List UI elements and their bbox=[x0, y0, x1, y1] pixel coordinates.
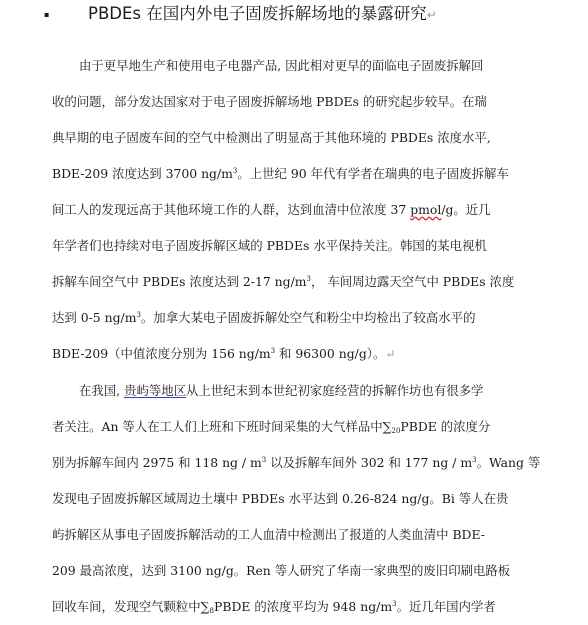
paragraph-1-line-5 bbox=[52, 200, 491, 220]
text-run: BDE-209 浓度达到 3700 ng/m bbox=[52, 166, 233, 181]
text-run: 达到 0-5 ng/m bbox=[52, 310, 137, 325]
paragraph-1-line-9 bbox=[52, 344, 395, 364]
text-run: 别为拆解车间内 2975 和 118 ng / m bbox=[52, 455, 262, 470]
paragraph-1-line-4 bbox=[52, 164, 509, 184]
text-run: 间工人的发现远高于其他环境工作的人群，达到血清中位浓度 37 bbox=[52, 202, 411, 217]
text-run: BDE-209（中值浓度分别为 156 ng/m bbox=[52, 346, 271, 361]
text-run: 回收车间，发现空气颗粒中∑ bbox=[52, 599, 210, 614]
text-run: 和 96300 ng/g）。 bbox=[275, 346, 386, 361]
superscript: 3 bbox=[261, 456, 267, 464]
paragraph-1-line-7 bbox=[52, 272, 514, 292]
paragraph-mark-icon: ↵ bbox=[385, 347, 396, 361]
superscript: 3 bbox=[472, 456, 477, 464]
text-run: 。上世纪 90 年代有学者在瑞典的电子固废拆解车 bbox=[237, 166, 509, 181]
superscript: 3 bbox=[136, 311, 141, 319]
section-heading bbox=[88, 2, 437, 27]
paragraph-1-line-6: 年学者们也持续对电子固废拆解区域的 PBDEs 水平保持关注。韩国的某电视机 bbox=[52, 238, 487, 253]
subscript: 20 bbox=[391, 427, 401, 435]
text-run: 者关注。An 等人在工人们上班和下班时间采集的大气样品中∑ bbox=[52, 419, 392, 434]
underlined-place-name: 贵屿等地区 bbox=[124, 383, 187, 398]
superscript: 3 bbox=[270, 347, 276, 355]
text-run: ， 车间周边露天空气中 PBDEs 浓度 bbox=[310, 274, 515, 289]
paragraph-2-line-2 bbox=[52, 417, 490, 437]
text-run: 在我国, bbox=[79, 383, 125, 398]
text-run: 拆解车间空气中 PBDEs 浓度达到 2-17 ng/m bbox=[52, 274, 307, 289]
text-run: 。Wang 等 bbox=[476, 455, 541, 470]
paragraph-2-line-5: 屿拆解区从事电子固废拆解活动的工人血清中检测出了报道的人类血清中 BDE- bbox=[52, 527, 485, 542]
spellcheck-word: pmol bbox=[410, 202, 442, 217]
text-run: 。加拿大某电子固废拆解处空气和粉尘中均检出了较高水平的 bbox=[140, 310, 476, 325]
paragraph-2-line-6: 209 最高浓度，达到 3100 ng/g。Ren 等人研究了华南一家典型的废旧印刷电路板 bbox=[52, 563, 511, 578]
subscript: 8 bbox=[209, 607, 215, 615]
paragraph-1-line-1: 由于更早地生产和使用电子电器产品, 因此相对更早的面临电子固废拆解回 bbox=[79, 58, 484, 73]
paragraph-2-line-1 bbox=[79, 381, 483, 401]
paragraph-2-line-7 bbox=[52, 597, 496, 617]
superscript: 3 bbox=[232, 167, 238, 175]
text-run: /g。近几 bbox=[441, 202, 491, 217]
text-run: PBDE 的浓度分 bbox=[400, 419, 491, 434]
paragraph-1-line-8 bbox=[52, 308, 475, 328]
superscript: 3 bbox=[306, 275, 311, 283]
paragraph-2-line-3 bbox=[52, 453, 540, 473]
paragraph-1-line-3: 典早期的电子固废车间的空气中检测出了明显高于其他环境的 PBDEs 浓度水平, bbox=[52, 130, 491, 145]
text-run: PBDE 的浓度平均为 948 ng/m bbox=[214, 599, 393, 614]
paragraph-mark-icon: ↵ bbox=[426, 8, 437, 22]
text-run: 从上世纪末到本世纪初家庭经营的拆解作坊也有很多学 bbox=[186, 383, 484, 398]
heading-title: PBDEs 在国内外电子固废拆解场地的暴露研究 bbox=[88, 4, 427, 23]
paragraph-2-line-4: 发现电子固废拆解区域周边土壤中 PBDEs 水平达到 0.26-824 ng/g。Bi 等人在贵 bbox=[52, 491, 509, 506]
superscript: 3 bbox=[392, 600, 397, 608]
text-run: 。近几年国内学者 bbox=[396, 599, 496, 614]
bullet-icon: ▪ bbox=[44, 10, 50, 19]
text-run: 以及拆解车间外 302 和 177 ng / m bbox=[266, 455, 473, 470]
paragraph-1-line-2: 收的问题，部分发达国家对于电子固废拆解场地 PBDEs 的研究起步较早。在瑞 bbox=[52, 94, 487, 109]
